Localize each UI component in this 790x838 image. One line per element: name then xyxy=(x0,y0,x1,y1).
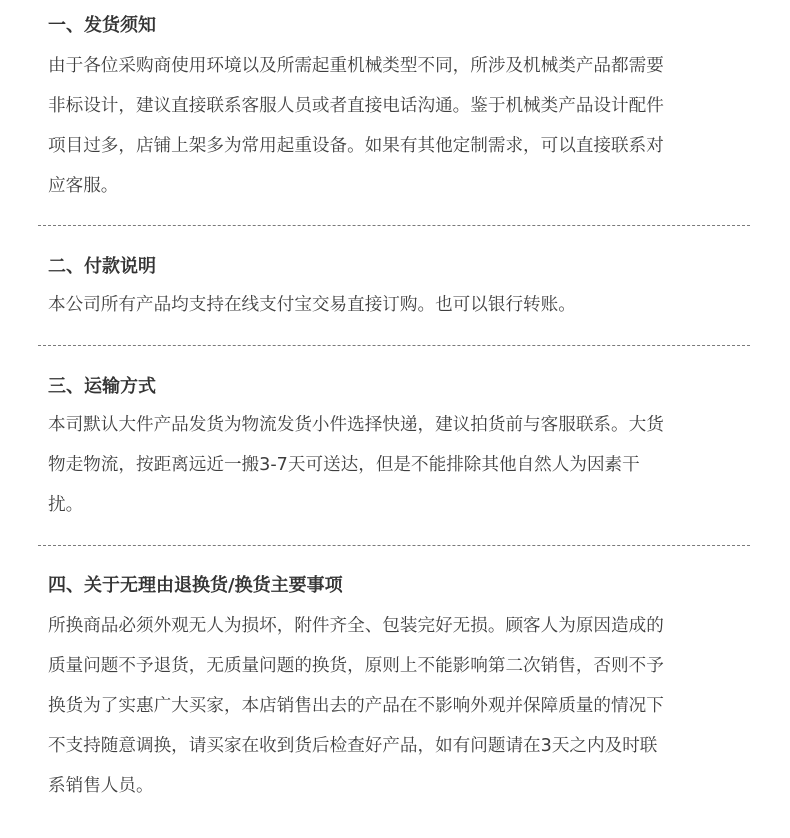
section-heading: 四、关于无理由退换货/换货主要事项 xyxy=(48,575,343,596)
section-shipping-method xyxy=(48,375,758,525)
body-line: 非标设计，建议直接联系客服人员或者直接电话沟通。鉴于机械类产品设计配件 xyxy=(48,96,664,116)
body-line: 所换商品必须外观无人为损坏，附件齐全、包装完好无损。顾客人为原因造成的 xyxy=(48,616,664,636)
section-shipping-notice xyxy=(48,14,758,206)
body-line: 本司默认大件产品发货为物流发货小件选择快递，建议拍货前与客服联系。大货 xyxy=(48,415,664,435)
section-returns-exchanges xyxy=(48,574,758,806)
section-body xyxy=(48,405,758,525)
body-line: 系销售人员。 xyxy=(48,776,154,796)
body-line: 换货为了实惠广大买家，本店销售出去的产品在不影响外观并保障质量的情况下 xyxy=(48,696,664,716)
dashed-divider xyxy=(38,545,750,546)
section-heading: 二、付款说明 xyxy=(48,256,156,277)
body-line: 质量问题不予退货，无质量问题的换货，原则上不能影响第二次销售，否则不予 xyxy=(48,656,664,676)
body-line: 应客服。 xyxy=(48,176,119,196)
section-payment xyxy=(48,255,758,325)
body-line: 物走物流，按距离远近一搬3-7天可送达，但是不能排除其他自然人为因素干 xyxy=(48,455,640,475)
section-body xyxy=(48,606,758,806)
body-line: 项目过多，店铺上架多为常用起重设备。如果有其他定制需求，可以直接联系对 xyxy=(48,136,664,156)
dashed-divider xyxy=(38,225,750,226)
dashed-divider xyxy=(38,345,750,346)
body-line: 本公司所有产品均支持在线支付宝交易直接订购。也可以银行转账。 xyxy=(48,295,576,315)
body-line: 不支持随意调换，请买家在收到货后检查好产品，如有问题请在3天之内及时联 xyxy=(48,736,658,756)
body-line: 由于各位采购商使用环境以及所需起重机械类型不同，所涉及机械类产品都需要 xyxy=(48,56,664,76)
section-heading: 三、运输方式 xyxy=(48,376,156,397)
body-line: 扰。 xyxy=(48,495,84,515)
section-heading: 一、发货须知 xyxy=(48,15,156,36)
section-body xyxy=(48,285,758,325)
section-body xyxy=(48,46,758,206)
